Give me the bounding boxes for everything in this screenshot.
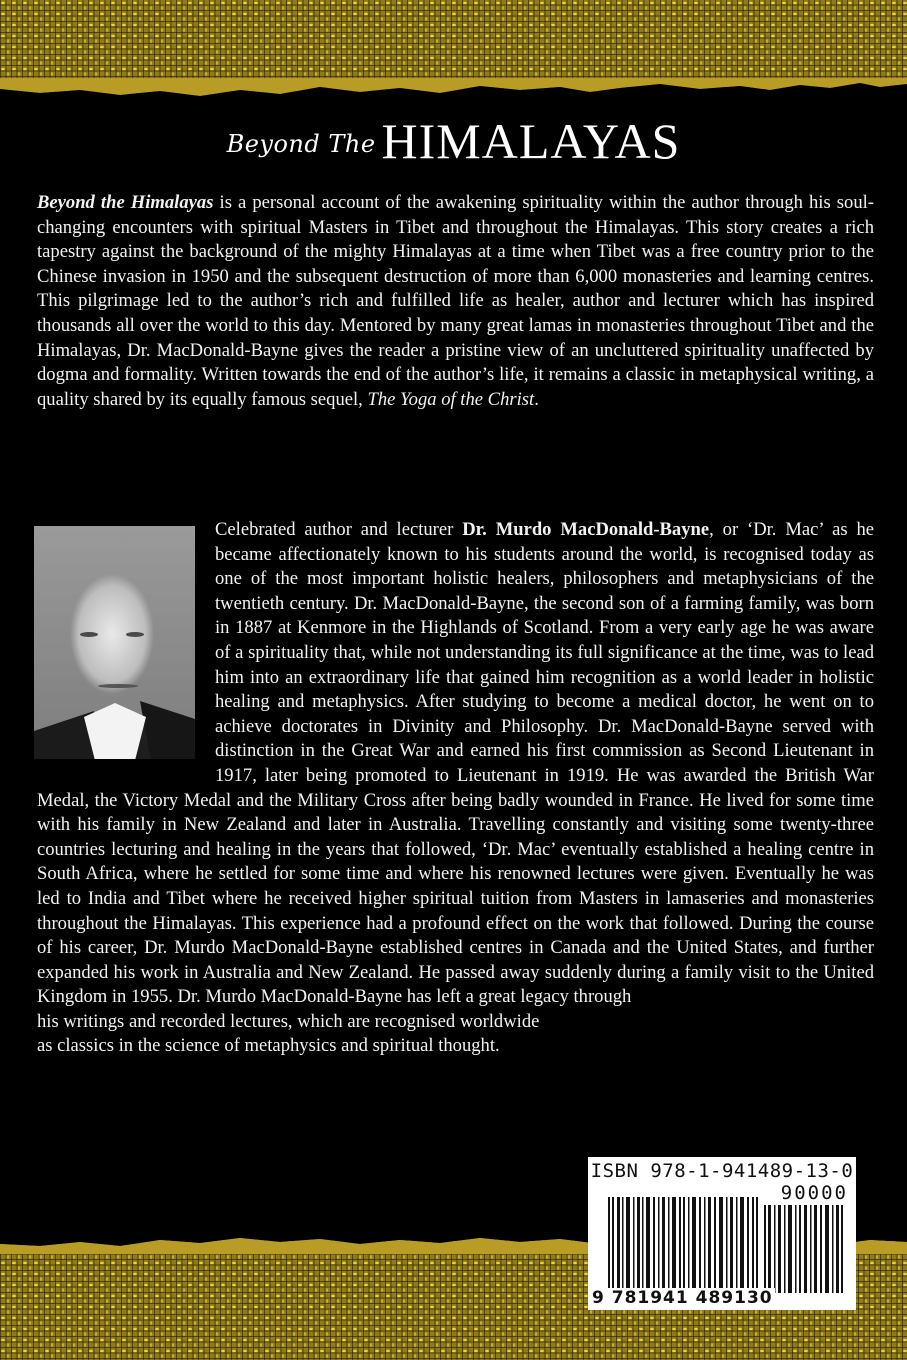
author-photo [34, 526, 195, 759]
sequel-title: The Yoga of the Christ [367, 388, 535, 410]
description-lead-title: Beyond the Himalayas [37, 192, 214, 213]
photo-eye-right [126, 632, 144, 637]
author-biography [37, 518, 874, 1059]
description-end: . [534, 388, 539, 410]
title-main-part: HIMALAYAS [381, 113, 681, 169]
photo-collar [84, 696, 146, 759]
frayed-edge-top [0, 78, 907, 104]
title-script-part: Beyond The [226, 130, 376, 158]
barcode-bars-main [608, 1197, 758, 1297]
barcode-bars-addon [764, 1205, 844, 1293]
isbn-label: ISBN 978-1-941489-13-0 [590, 1160, 854, 1182]
description-body: is a personal account of the awakening spirituality within the author through his soul-changing encounters with spiritual Masters in Tibet and throughout the Himalayas. This story creates a rich tapestry against the background of the mighty Himalayas at a time when Tibet was a free country prior to the Chinese invasion in 1950 and the subsequent destruction of more than 6,000 monasteries and learning centres. This pilgrimage led to the author’s rich and fulfilled life as healer, author and lecturer which has inspired thousands all over the world to this day. Mentored by many great lamas in monasteries throughout Tibet and the Himalayas, Dr. MacDonald-Bayne gives the reader a pristine view of an uncluttered spirituality unaffected by dogma and formality. Written towards the end of the author’s life, it remains a classic in metaphysical writing, a quality shared by its equally famous sequel, [37, 192, 874, 410]
photo-mouth [98, 684, 138, 688]
book-description [37, 191, 874, 412]
photo-eye-left [80, 632, 98, 637]
book-title [0, 112, 907, 170]
photo-jacket-right [140, 701, 195, 759]
isbn-barcode [588, 1157, 856, 1310]
author-name: Dr. Murdo MacDonald-Bayne [462, 519, 710, 540]
bio-body: , or ‘Dr. Mac’ as he became affectionately known to his students around the world, is recognised today as one of the most important holistic healers, philosophers and metaphysicians of the twentieth century. Dr. MacDonald-Bayne, the second son of a farming family, was born in 1887 at Kenmore in the Highlands of Scotland. From a very early age he was aware of a spirituality that, while not understanding its full significance at the time, was to lead him into an extraordinary life that gained him recognition as a world leader in holistic healing and metaphysics. After studying to become a medical doctor, he went on to achieve doctorates in Divinity and Philosophy. Dr. MacDonald-Bayne served with distinction in the Great War and earned his first commission as Second Lieutenant in 1917, later being promoted to Lieutenant in 1919. He was awarded the British War Medal, the Victory Medal and the Military Cross after being badly wounded in France. He lived for some time with his family in New Zealand and later in Australia. Travelling constantly and visiting some twenty-three countries lecturing and healing in the years that followed, ‘Dr. Mac’ eventually established a healing centre in South Africa, where he settled for some time and where his renowned lectures were given. Eventually he was led to India and Tibet where he received higher spiritual tuition from Masters in lamaseries and monasteries throughout the Himalayas. This experience had a profound effect on the work that followed. During the course of his career, Dr. Murdo MacDonald-Bayne established centres in Canada and the United States, and further expanded his work in Australia and New Zealand. He passed away suddenly during a family visit to the United Kingdom in 1955. Dr. Murdo MacDonald-Bayne has left a great legacy through [37, 519, 874, 1008]
ean-digits: 9 781941 489130 [592, 1288, 773, 1308]
bio-intro: Celebrated author and lecturer [215, 519, 463, 540]
bio-tail: his writings and recorded lectures, which are recognised worldwide as classics in the science of metaphysics and spiritual thought. [37, 1010, 540, 1057]
price-code: 90000 [780, 1182, 848, 1204]
